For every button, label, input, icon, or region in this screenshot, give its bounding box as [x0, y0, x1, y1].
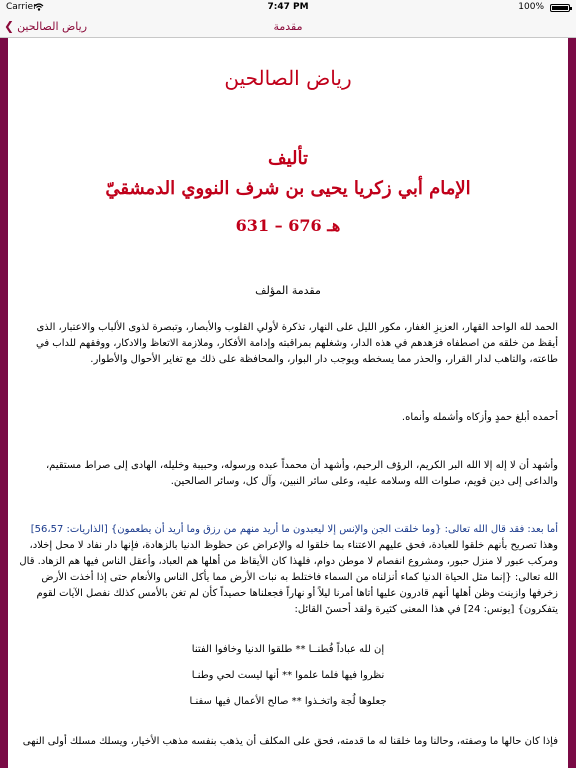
quran-quote: أما بعد: فقد قال الله تعالى: {وما خلقت الجن والإنس إلا ليعبدون ما أريد منهم من رزق وما أريد أن يطعمون} [الذاريات: 56،57]	[30, 524, 558, 535]
back-button-label: رياض الصالحين	[17, 20, 88, 33]
paragraph-2: أحمده أبلغ حمدٍ وأزكاه وأشمله وأنماه.	[401, 412, 558, 423]
battery-icon	[550, 4, 570, 12]
status-time: 7:47 PM	[267, 2, 309, 12]
author-name: الإمام أبي زكريا يحيى بن شرف النووي الدمشقيّ	[105, 178, 471, 199]
paragraph-5: فإذا كان حالها ما وصفته، وحالنا وما خلقنا له ما قدمته، فحق على المكلف أن يذهب بنفسه مذهب الأخيار، ويسلك مسلك أولى النهى	[22, 736, 558, 747]
navigation-bar	[0, 16, 576, 38]
verse-line-1: إن لله عباداً فُطنــا ** طلقوا الدنيا وخافوا الفتنا	[191, 644, 385, 655]
document-content	[8, 38, 568, 768]
document-page[interactable]	[8, 38, 568, 768]
verse-line-3: جعلوها لُجة واتخـذوا ** صالح الأعمال فيها سفنـا	[189, 696, 387, 707]
authorship-label: تأليف	[267, 148, 309, 169]
paragraph-4	[18, 522, 558, 618]
section-title: مقدمة المؤلف	[255, 284, 321, 297]
battery-percent: 100%	[518, 2, 544, 12]
chevron-left-icon: ❮	[4, 19, 15, 33]
author-years: 631 – 676 هـ	[235, 216, 341, 235]
book-title: رياض الصالحين	[224, 66, 352, 90]
paragraph-4-text: وهذا تصريح بأنهم خلقوا للعبادة، فحق عليهم الاعتناء بما خلقوا له والإعراض عن حظوظ الدنيا بالزهادة، فإنها دار نفاد لا محل إخلاد، ومركب عبور لا منزل حبور، ومشروع انفصام لا موطن دوام، فلهذا كان الأيقاظ من أهلها هم العباد، وأعقل الناس فيها هم الزهاد. قال الله تعالى: {إنما مثل الحياة الدنيا كماء أنزلناه من السماء فاختلط به نبات الأرض مما يأكل الناس والأنعام حتى إذا أخذت الأرض زخرفها وازينت وظن أهلها أنهم قادرون عليها أتاها أمرنا ليلاً أو نهاراً فجعلناها حصيداً كأن لم تغن بالأمس كذلك نفصل الآيات لقوم يتفكرون} [يونس: 24] في هذا المعنى كثيرة ولقد أحسنَ القائل:	[19, 540, 558, 615]
nav-title: مقدمة	[273, 20, 303, 33]
status-bar	[0, 0, 576, 16]
paragraph-1: الحمد لله الواحد القهار، العزيزِ الغفار، مكور الليل على النهار، تذكرة لأولي القلوب والأبصار، وتبصرة لذوى الألباب والاعتبار، الذى أيقظ من خلقه من اصطفاه فزهدهم في هذه الدار، وشغلهم بمراقبته وإدامة الأفكار، وملازمة الاتعاظ والادكار، ووفقهم للداب في طاعته، والتاهب لدار القرار، والحذر مما يسخطه ويوجب دار البوار، والمحافظة على ذلك مع تغاير الأحوال والأطوار.	[35, 322, 558, 365]
carrier-label: Carrier	[6, 2, 37, 12]
paragraph-3: وأشهد أن لا إله إلا الله البر الكريم، الرؤف الرحيم، وأشهد أن محمداً عبده ورسوله، وحبيبة وخليله، الهادى إلى صراط مستقيم، والداعى إلى دين قويم، صلوات الله وسلامه عليه، وعلى سائر النبين، وآل كل، وسائر الصالحين.	[45, 460, 558, 487]
verse-line-2: نظروا فيها فلما علموا ** أنها ليست لحي وطنـا	[191, 670, 385, 681]
